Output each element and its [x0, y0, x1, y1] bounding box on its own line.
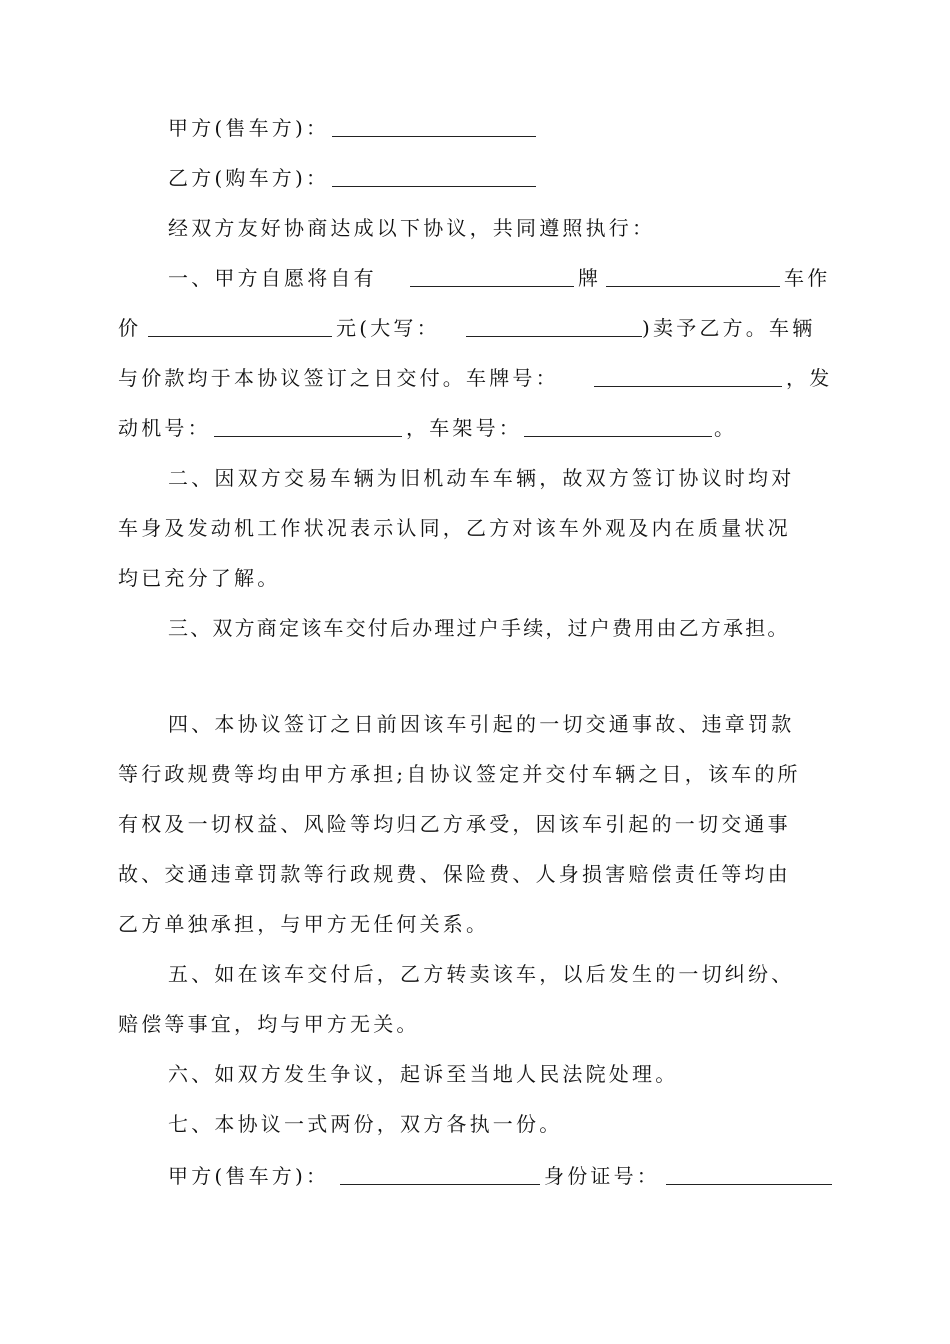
party-b-label: 乙方(购车方)： — [168, 166, 330, 190]
clause1-text-b: 牌 — [578, 266, 602, 290]
signature-party-a-field[interactable] — [340, 1184, 540, 1185]
clause1-text-i: 动机号： — [118, 416, 211, 440]
clause3-line1 — [0, 608, 950, 648]
clause3-text-1: 三、双方商定该车交付后办理过户手续，过户费用由乙方承担。 — [168, 616, 790, 640]
clause2-text-1: 二、因双方交易车辆为旧机动车车辆，故双方签订协议时均对 — [168, 466, 795, 490]
signature-id-field[interactable] — [666, 1184, 832, 1185]
clause5-text-2: 赔偿等事宜，均与甲方无关。 — [118, 1012, 420, 1036]
price-uppercase-field[interactable] — [466, 336, 642, 337]
party-a-name-field[interactable] — [332, 136, 536, 137]
clause2-text-3: 均已充分了解。 — [118, 566, 281, 590]
clause1-text-j: ，车架号： — [406, 416, 522, 440]
clause4-text-5: 乙方单独承担，与甲方无任何关系。 — [118, 912, 490, 936]
clause4-text-1: 四、本协议签订之日前因该车引起的一切交通事故、违章罚款 — [168, 712, 795, 736]
clause4-line3 — [0, 804, 950, 844]
car-model-field[interactable] — [606, 286, 780, 287]
clause1-line1 — [0, 258, 950, 298]
clause4-line4 — [0, 854, 950, 894]
intro-line — [0, 208, 950, 248]
engine-number-field[interactable] — [214, 436, 402, 437]
party-a-label: 甲方(售车方)： — [168, 116, 330, 140]
party-a-line — [0, 108, 950, 148]
clause1-text-f: )卖予乙方。车辆 — [642, 316, 816, 340]
clause4-text-2: 等行政规费等均由甲方承担;自协议签定并交付车辆之日，该车的所 — [118, 762, 801, 786]
clause2-line2 — [0, 508, 950, 548]
clause2-line3 — [0, 558, 950, 598]
signature-party-a-label: 甲方(售车方)： — [168, 1164, 330, 1188]
clause4-text-4: 故、交通违章罚款等行政规费、保险费、人身损害赔偿责任等均由 — [118, 862, 791, 886]
clause6-line1 — [0, 1054, 950, 1094]
clause4-line1 — [0, 704, 950, 744]
signature-line — [0, 1156, 950, 1196]
clause2-text-2: 车身及发动机工作状况表示认同，乙方对该车外观及内在质量状况 — [118, 516, 791, 540]
clause7-text-1: 七、本协议一式两份，双方各执一份。 — [168, 1112, 563, 1136]
clause1-text-a: 一、甲方自愿将自有 — [168, 266, 377, 290]
clause1-text-k: 。 — [714, 416, 738, 440]
clause4-line5 — [0, 904, 950, 944]
clause1-text-e: 元(大写： — [336, 316, 440, 340]
clause1-text-c: 车作 — [784, 266, 831, 290]
party-b-name-field[interactable] — [332, 186, 536, 187]
clause1-text-h: ，发 — [786, 366, 833, 390]
clause2-line1 — [0, 458, 950, 498]
clause5-line2 — [0, 1004, 950, 1044]
price-field[interactable] — [148, 336, 332, 337]
car-brand-field[interactable] — [410, 286, 574, 287]
clause5-line1 — [0, 954, 950, 994]
clause1-line2 — [0, 308, 950, 348]
clause4-line2 — [0, 754, 950, 794]
clause7-line1 — [0, 1104, 950, 1144]
clause6-text-1: 六、如双方发生争议，起诉至当地人民法院处理。 — [168, 1062, 679, 1086]
clause1-line4 — [0, 408, 950, 448]
plate-number-field[interactable] — [594, 386, 782, 387]
party-b-line — [0, 158, 950, 198]
clause5-text-1: 五、如在该车交付后，乙方转卖该车，以后发生的一切纠纷、 — [168, 962, 795, 986]
clause4-text-3: 有权及一切权益、风险等均归乙方承受，因该车引起的一切交通事 — [118, 812, 791, 836]
vin-field[interactable] — [524, 436, 712, 437]
clause1-text-d: 价 — [118, 316, 142, 340]
clause1-text-g: 与价款均于本协议签订之日交付。车牌号： — [118, 366, 559, 390]
signature-id-label: 身份证号： — [544, 1164, 660, 1188]
intro-text: 经双方友好协商达成以下协议，共同遵照执行： — [168, 216, 656, 240]
clause1-line3 — [0, 358, 950, 398]
